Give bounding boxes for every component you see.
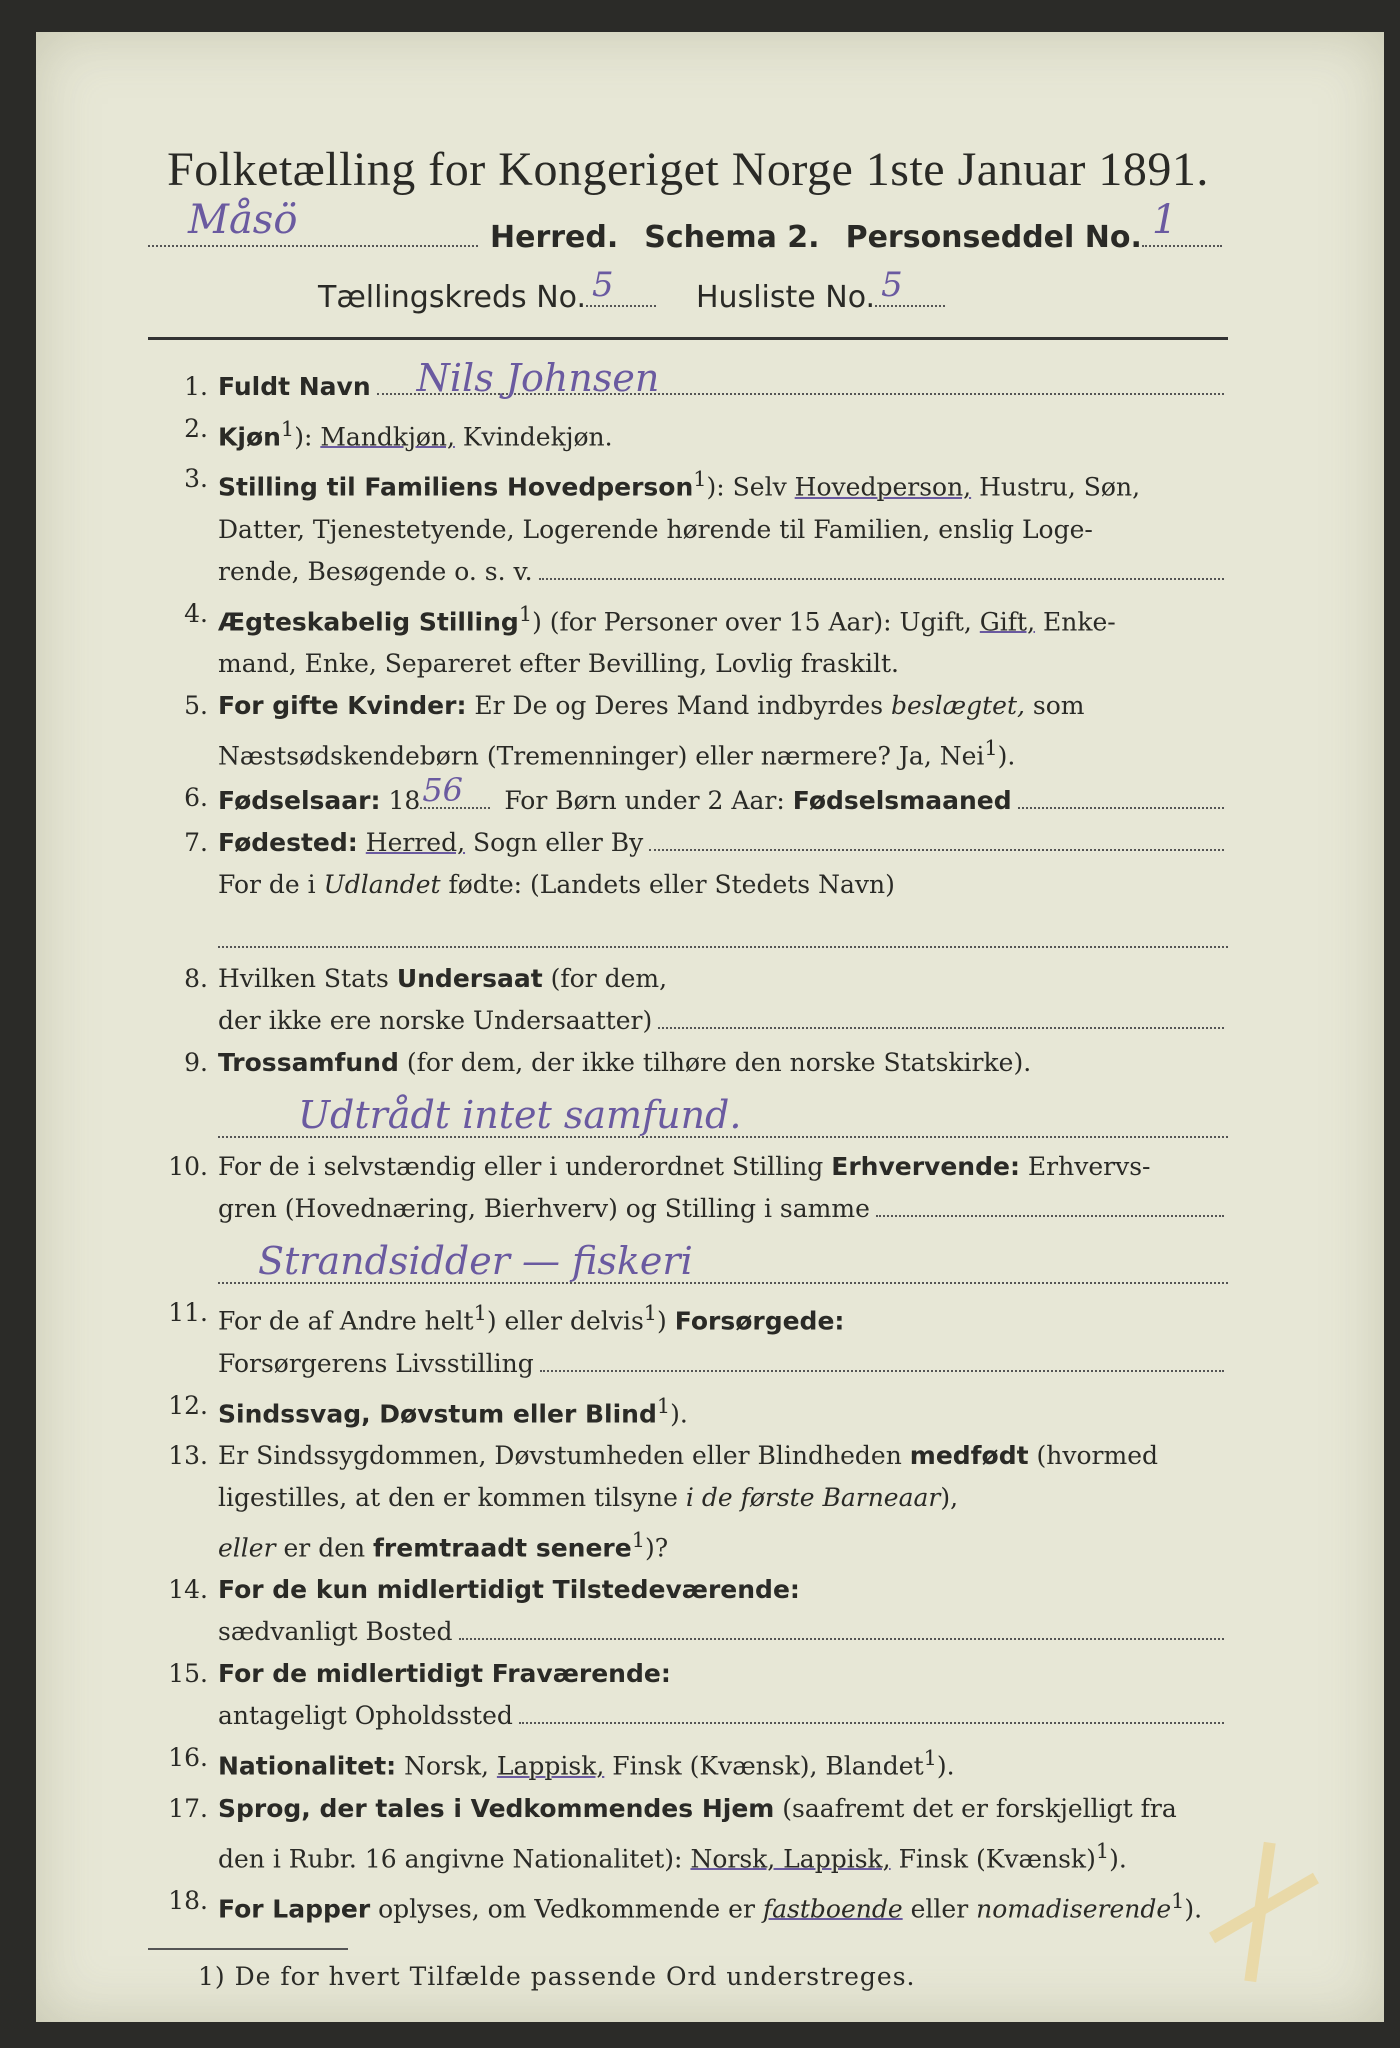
taellingskreds-field	[586, 265, 656, 307]
herred-label: Herred.	[490, 220, 619, 255]
language-label: Sprog, der tales i Vedkommendes Hjem	[218, 1793, 775, 1823]
family-position-selected: Hovedperson,	[794, 472, 972, 502]
option-text: Sogn eller By	[473, 828, 644, 858]
herred-field	[148, 197, 478, 247]
option-text: Norsk,	[404, 1751, 489, 1781]
item-5: 5. For gifte Kvinder: Er De og Deres Mand indbyrdes beslægtet, som Næstsødskendebørn (Tremenninger) eller nærmere? Ja, Nei$^1$).	[148, 685, 1228, 777]
kreds-line	[148, 265, 1228, 315]
option-text: eller	[910, 1894, 969, 1924]
item-13: 13. Er Sindssygdommen, Døvstumheden eller Blindheden medfødt (hvormed ligestilles, at den er kommen tilsyne i de første Barneaar), eller er den fremtraadt senere$^1$)?	[148, 1435, 1228, 1569]
option-text: rende, Besøgende o. s. v.	[218, 556, 533, 586]
citizenship-field	[658, 1027, 1224, 1029]
option-text: Hustru, Søn,	[979, 472, 1141, 502]
option-text: nomadiserende	[976, 1894, 1172, 1924]
religion-field	[218, 1088, 1228, 1138]
birthplace-selected: Herred,	[365, 828, 466, 858]
husliste-field	[875, 265, 945, 307]
item-17: 17. Sprog, der tales i Vedkommendes Hjem (saafremt det er forskjelligt fra den i Rubr. 16 angivne Nationalitet): Norsk, Lappisk, Finsk (Kvænsk)$^1$).	[148, 1788, 1228, 1880]
family-position-label: Stilling til Familiens Hovedperson	[218, 472, 694, 502]
husliste-value: 5	[881, 265, 903, 305]
occupation-value: Strandsidder — fiskeri	[258, 1239, 693, 1284]
question-text: er den	[283, 1533, 366, 1563]
item-7	[148, 822, 1228, 948]
pencil-cross-mark	[1204, 1842, 1324, 1982]
item-number: 18.	[168, 1885, 208, 1915]
item-8	[148, 958, 1228, 1042]
sex-option-female: Kvindekjøn.	[462, 422, 613, 452]
item-number: 10.	[168, 1152, 208, 1182]
item-number: 5.	[184, 690, 208, 720]
herred-line	[148, 197, 1228, 255]
question-text: (for dem,	[550, 964, 668, 994]
question-text: Erhvervs-	[1027, 1152, 1151, 1182]
header-rule	[148, 337, 1228, 340]
footnote-mark: 1)	[198, 1962, 226, 1992]
item-number: 6.	[184, 783, 208, 813]
question-text: beslægtet,	[891, 690, 1025, 720]
item-number: 9.	[184, 1048, 208, 1078]
item-number: 12.	[168, 1390, 208, 1420]
disability-label: Sindssvag, Døvstum eller Blind	[218, 1398, 657, 1428]
item-16: 16. Nationalitet: Norsk, Lappisk, Finsk (Kvænsk), Blandet$^1$).	[148, 1737, 1228, 1787]
question-text: For de af Andre helt	[218, 1306, 474, 1336]
item-18: 18. For Lapper oplyses, om Vedkommende er fastboende eller nomadiserende$^1$).	[148, 1880, 1228, 1930]
question-text: Udlandet	[323, 870, 441, 900]
item-number: 8.	[184, 964, 208, 994]
birth-year-label: Fødselsaar:	[218, 786, 381, 816]
full-name-label: Fuldt Navn	[218, 372, 371, 401]
census-form-page	[36, 32, 1384, 2022]
item-number: 15.	[168, 1659, 208, 1689]
family-position-field	[539, 578, 1224, 580]
question-text: Næstsødskendebørn (Tremenninger) eller nærmere? Ja, Nei	[218, 741, 985, 771]
question-text: Er Sindssygdommen, Døvstumheden eller Blindheden	[218, 1440, 902, 1470]
item-11: 11. For de af Andre helt$^1$) eller delvis$^1$) Forsørgede: Forsørgerens Livsstilling	[148, 1292, 1228, 1384]
item-number: 17.	[168, 1793, 208, 1823]
full-name-value: Nils Johnsen	[416, 356, 660, 400]
sex-label: Kjøn	[218, 422, 281, 452]
question-text: den i Rubr. 16 angivne Nationalitet):	[218, 1843, 683, 1873]
item-2: 2. Kjøn$^1$): Mandkjøn, Kvindekjøn.	[148, 408, 1228, 458]
item-6	[148, 771, 1228, 822]
question-text: Er De og Deres Mand indbyrdes	[474, 690, 884, 720]
question-text: For de i	[218, 870, 316, 900]
husliste-label: Husliste No.	[696, 280, 876, 315]
option-text: Selv	[732, 472, 787, 502]
question-text: gren (Hovednæring, Bierhverv) og Stilling i samme	[218, 1194, 870, 1224]
whereabouts-field	[519, 1722, 1224, 1724]
item-10	[148, 1146, 1228, 1284]
occupation-field-1	[876, 1215, 1224, 1217]
marital-status-selected: Gift,	[979, 606, 1036, 636]
temporary-present-label: For de kun midlertidigt Tilstedeværende:	[218, 1575, 800, 1605]
nationality-selected: Lappisk,	[496, 1751, 605, 1781]
temporary-absent-label: For de midlertidigt Fraværende:	[218, 1659, 671, 1689]
birth-year-value: 56	[422, 771, 464, 810]
item-14	[148, 1569, 1228, 1653]
lapps-label: For Lapper	[218, 1894, 371, 1924]
birth-month-field	[1018, 807, 1224, 809]
item-number: 2.	[184, 414, 208, 443]
footnote-ref: 1	[280, 417, 295, 441]
occupation-field-2	[218, 1234, 1228, 1284]
option-text: mand, Enke, Separeret efter Bevilling, Lovlig fraskilt.	[218, 648, 899, 678]
item-number: 14.	[168, 1575, 208, 1605]
lapps-selected: fastboende	[762, 1894, 903, 1924]
option-text: (for Personer over 15 Aar): Ugift,	[549, 606, 972, 636]
item-15	[148, 1653, 1228, 1737]
footnote	[148, 1962, 1228, 1991]
question-text: i de første Barneaar	[685, 1482, 941, 1512]
usual-residence-field	[459, 1638, 1224, 1640]
form-title: Folketælling for Kongeriget Norge 1ste Januar 1891.	[167, 143, 1209, 196]
question-text: (hvormed	[1036, 1440, 1159, 1470]
dependents-label: Forsørgede:	[674, 1306, 845, 1336]
question-text: som	[1032, 690, 1085, 720]
later-onset-label: fremtraadt senere	[373, 1533, 632, 1563]
question-text: antageligt Opholdssted	[218, 1701, 513, 1731]
question-text: (for dem, der ikke tilhøre den norske Statskirke).	[406, 1048, 1032, 1078]
item-number: 4.	[184, 598, 208, 628]
question-text: der ikke ere norske Undersaatter)	[218, 1006, 653, 1036]
question-text: fødte: (Landets eller Stedets Navn)	[448, 870, 895, 900]
religion-label: Trossamfund	[218, 1048, 399, 1078]
personseddel-label: Personseddel No.	[845, 220, 1142, 255]
item-12: 12. Sindssvag, Døvstum eller Blind$^1$).	[148, 1385, 1228, 1435]
religion-value: Udtrådt intet samfund.	[298, 1093, 742, 1138]
citizenship-label: Undersaat	[396, 964, 543, 994]
birth-year-field	[420, 771, 490, 810]
item-3: 3. Stilling til Familiens Hovedperson$^1$): Selv Hovedperson, Hustru, Søn, Datter, Tjenestetyende, Logerende hørende til Familien, enslig Loge- rende, Besøgende o. s. v.	[148, 458, 1228, 592]
taellingskreds-value: 5	[592, 265, 614, 305]
birthplace-field	[649, 849, 1224, 851]
herred-value: Måsö	[188, 197, 298, 243]
option-text: Datter, Tjenestetyende, Logerende hørende til Familien, enslig Loge-	[218, 514, 1093, 544]
item-9	[148, 1042, 1228, 1138]
question-text: For de i selvstændig eller i underordnet Stilling	[218, 1152, 824, 1182]
provider-occupation-field	[540, 1370, 1224, 1372]
item-number: 13.	[168, 1440, 208, 1470]
footnote-text: De for hvert Tilfælde passende Ord understreges.	[234, 1962, 916, 1992]
item-number: 3.	[184, 464, 208, 494]
footnote-rule	[148, 1948, 348, 1950]
personseddel-value: 1	[1151, 197, 1178, 243]
question-text: (saafremt det er forskjelligt fra	[782, 1793, 1177, 1823]
taellingskreds-label: Tællingskreds No.	[318, 280, 586, 315]
item-4: 4. Ægteskabelig Stilling$^1$) (for Personer over 15 Aar): Ugift, Gift, Enke- mand, Enke, Separeret efter Bevilling, Lovlig fraskilt.	[148, 593, 1228, 685]
item-number: 16.	[168, 1743, 208, 1773]
question-text: eller delvis	[504, 1306, 644, 1336]
option-text: Finsk (Kvænsk), Blandet	[612, 1751, 924, 1781]
language-selected: Norsk, Lappisk,	[690, 1843, 891, 1873]
item-number: 11.	[168, 1298, 208, 1328]
form-content	[148, 142, 1228, 1991]
married-women-label: For gifte Kvinder:	[218, 690, 467, 720]
sex-option-male: Mandkjøn,	[320, 422, 455, 452]
option-text: Enke-	[1042, 606, 1116, 636]
birth-month-label: Fødselsmaaned	[792, 786, 1012, 816]
personseddel-field	[1142, 197, 1222, 247]
birth-year-prefix: 18	[388, 786, 421, 816]
full-name-field	[377, 356, 1224, 400]
question-text: ligestilles, at den er kommen tilsyne	[218, 1482, 678, 1512]
option-text: Finsk (Kvænsk)	[898, 1843, 1096, 1873]
question-text: Forsørgerens Livsstilling	[218, 1348, 534, 1378]
birthplace-label: Fødested:	[218, 828, 358, 858]
foreign-birthplace-field	[218, 910, 1228, 948]
schema-label: Schema 2.	[644, 220, 820, 255]
item-number: 7.	[184, 828, 208, 858]
nationality-label: Nationalitet:	[218, 1751, 397, 1781]
item-number: 1.	[184, 372, 208, 401]
question-text: Hvilken Stats	[218, 964, 389, 994]
congenital-label: medfødt	[909, 1440, 1029, 1470]
question-text: oplyses, om Vedkommende er	[378, 1894, 755, 1924]
question-text: sædvanligt Bosted	[218, 1617, 453, 1647]
question-text: For Børn under 2 Aar:	[504, 786, 785, 816]
question-text: eller	[218, 1533, 276, 1563]
item-1	[148, 356, 1228, 408]
occupation-label: Erhvervende:	[831, 1152, 1020, 1182]
marital-status-label: Ægteskabelig Stilling	[218, 606, 519, 636]
